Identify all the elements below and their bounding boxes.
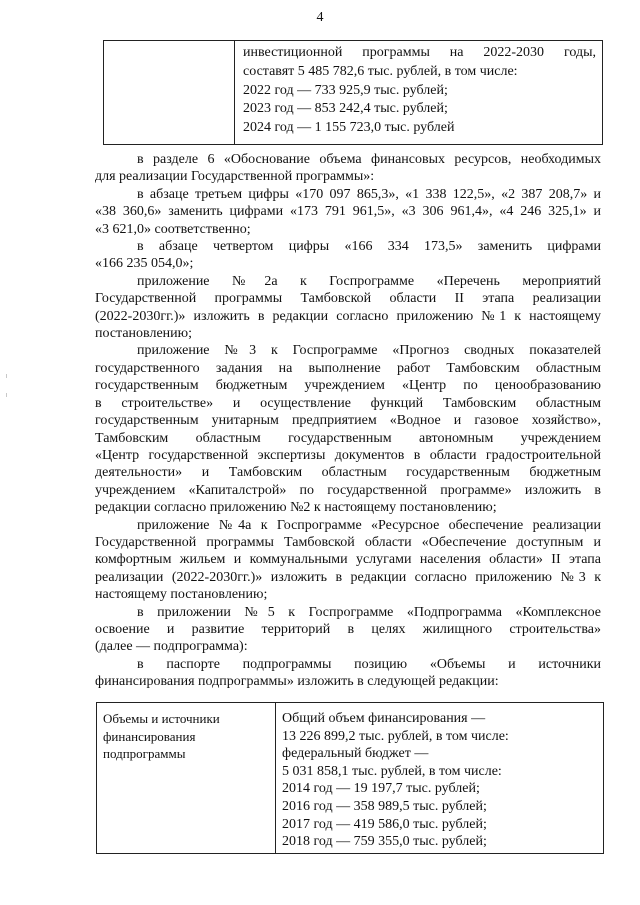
financing-line: 2017 год — 419 586,0 тыс. рублей; (282, 816, 487, 832)
paragraph-appendix-2a: приложение №2а к Госпрограмме «Перечень мероприятий Государственной программы Тамбовской области II этапа реализации (2022-2030гг.)» изложить в редакции согласно приложению №1 к настоящему постановлению; (95, 273, 601, 342)
paragraph-appendix-5: в приложении №5 к Госпрограмме «Подпрограмма «Комплексное освоение и развитие территорий в целях жилищного строительства» (далее — подпрограмма): (95, 604, 601, 655)
financing-line: 2014 год — 19 197,7 тыс. рублей; (282, 781, 480, 797)
financing-table-value-cell (276, 703, 604, 854)
financing-line: 5 031 858,1 тыс. рублей, в том числе: (282, 763, 502, 779)
margin-mark (6, 374, 7, 378)
financing-line: 13 226 899,2 тыс. рублей, в том числе: (282, 728, 509, 744)
financing-table-label-cell: Объемы и источники финансирования подпрограммы (97, 703, 276, 854)
financing-table (96, 702, 604, 854)
top-table-right-cell (235, 41, 603, 145)
paragraph-paragraph-three: в абзаце третьем цифры «170 097 865,3», «1 338 122,5», «2 387 208,7» и «38 360,6» заменить цифрами «173 791 961,5», «3 306 961,4», «4 246 325,1» и «3 621,0» соответственно; (95, 186, 601, 237)
financing-line: 2018 год — 759 355,0 тыс. рублей; (282, 834, 487, 850)
paragraph-paragraph-four: в абзаце четвертом цифры «166 334 173,5» заменить цифрами «166 235 054,0»; (95, 239, 601, 272)
top-table-line: 2023 год — 853 242,4 тыс. рублей; (243, 101, 448, 117)
paragraph-passport: в паспорте подпрограммы позицию «Объемы и источники финансирования подпрограммы» изложить в следующей редакции: (95, 656, 601, 690)
paragraph-appendix-3: приложение №3 к Госпрограмме «Прогноз сводных показателей государственного задания на выполнение работ Тамбовским областным государственным бюджетным учреждением «Центр по ценообразованию в строительстве» и осуществление функций Тамбовским областным государственным унитарным предприятием «Водное и газовое хозяйство», Тамбовским областным государственным автономным учреждением «Центр государственной экспертизы документов в области градостроительной деятельности» и Тамбовским областным государственным бюджетным учреждением «Капиталстрой» по государственной программе» изложить в редакции согласно приложению №2 к настоящему постановлению; (95, 343, 601, 516)
page-number: 4 (316, 10, 324, 25)
document-body (95, 151, 601, 691)
top-table-line: составят 5 485 782,6 тыс. рублей, в том числе: (243, 63, 518, 79)
top-table-line: 2022 год — 733 925,9 тыс. рублей; (243, 82, 448, 98)
paragraph-section-6: в разделе 6 «Обоснование объема финансовых ресурсов, необходимых для реализации Государственной программы»: (95, 152, 601, 185)
margin-mark (6, 393, 7, 397)
top-table-line: 2024 год — 1 155 723,0 тыс. рублей (243, 120, 455, 136)
top-table-left-cell (104, 41, 235, 145)
financing-line: Общий объем финансирования — (282, 711, 486, 726)
top-table-line: инвестиционной программы на 2022-2030 годы, (243, 45, 596, 60)
top-table (103, 40, 603, 145)
financing-line: федеральный бюджет — (282, 746, 429, 762)
paragraph-appendix-4a: приложение №4а к Госпрограмме «Ресурсное обеспечение реализации Государственной программы Тамбовской области «Обеспечение доступным и комфортным жильем и коммунальными услугами населения области» II этапа реализации (2022-2030гг.)» изложить в редакции согласно приложению №3 к настоящему постановлению; (95, 517, 601, 603)
financing-line: 2016 год — 358 989,5 тыс. рублей; (282, 798, 487, 814)
